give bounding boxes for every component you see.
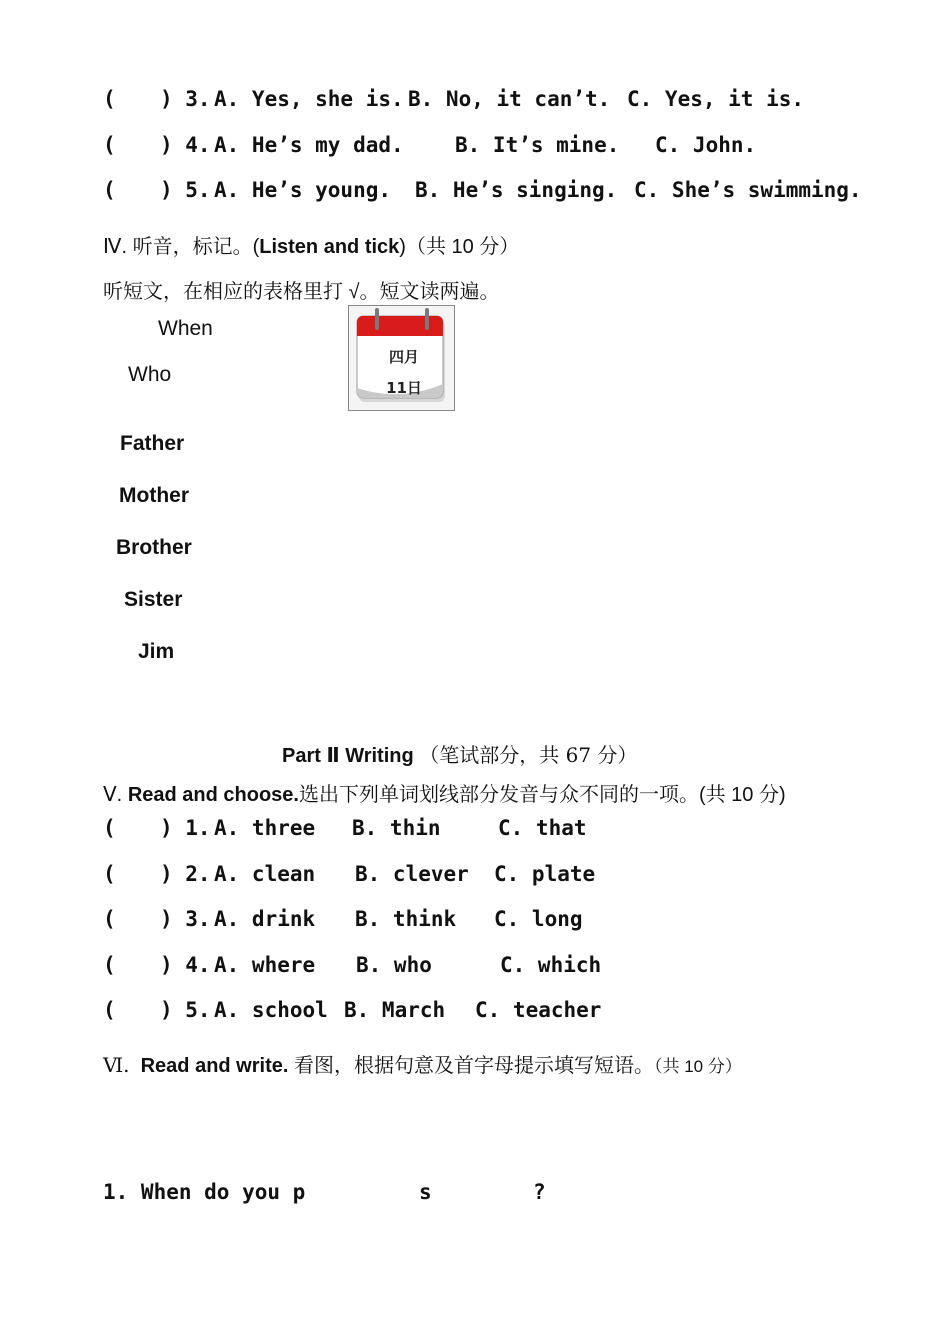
section-title-cn: 看图，根据句意及首字母提示填写短语。 bbox=[293, 1055, 654, 1077]
calendar-icon bbox=[349, 306, 454, 410]
question-text: 1. When do you p bbox=[103, 1180, 306, 1204]
option-b: B. March bbox=[344, 998, 446, 1022]
section-6-heading bbox=[103, 1049, 742, 1078]
question-hint: s bbox=[419, 1180, 432, 1204]
option-c: C. Yes, it is. bbox=[627, 87, 805, 111]
section-5-heading bbox=[103, 778, 786, 807]
part-note: （笔试部分，共 67 分） bbox=[419, 743, 638, 767]
section-title-en: Listen and tick bbox=[259, 236, 400, 258]
section-numeral: Ⅴ. bbox=[103, 784, 123, 806]
option-a: A. where bbox=[214, 953, 316, 977]
option-c: C. which bbox=[500, 953, 602, 977]
answer-paren-open: ( bbox=[103, 133, 116, 157]
option-b: B. clever bbox=[355, 862, 469, 886]
person-father: Father bbox=[120, 432, 185, 455]
answer-paren-open: ( bbox=[103, 907, 116, 931]
person-mother: Mother bbox=[119, 484, 189, 507]
section-numeral: Ⅵ. bbox=[103, 1053, 130, 1077]
answer-paren-open: ( bbox=[103, 862, 116, 886]
calendar-image bbox=[348, 305, 455, 411]
option-c: C. long bbox=[494, 907, 583, 931]
option-a: A. clean bbox=[214, 862, 316, 886]
calendar-month: 四月 bbox=[388, 348, 420, 366]
when-label: When bbox=[158, 317, 213, 340]
option-a: A. three bbox=[214, 816, 316, 840]
option-c: C. She’s swimming. bbox=[634, 178, 862, 202]
section-numeral: Ⅳ. bbox=[103, 236, 128, 258]
option-a: A. drink bbox=[214, 907, 316, 931]
item-number: ) 4. bbox=[160, 953, 211, 977]
section-4-heading bbox=[103, 230, 519, 259]
option-a: A. school bbox=[214, 998, 328, 1022]
answer-paren-open: ( bbox=[103, 816, 116, 840]
option-a: A. Yes, she is. bbox=[214, 87, 404, 111]
option-b: B. It’s mine. bbox=[455, 133, 620, 157]
option-b: B. He’s singing. bbox=[415, 178, 618, 202]
option-c: C. that bbox=[498, 816, 587, 840]
answer-paren-open: ( bbox=[103, 178, 116, 202]
item-number: ) 3. bbox=[160, 907, 211, 931]
item-number: ) 3. bbox=[160, 87, 211, 111]
option-a: A. He’s my dad. bbox=[214, 133, 404, 157]
option-b: B. think bbox=[355, 907, 457, 931]
section-score: )（共 10 分） bbox=[399, 236, 520, 258]
item-number: ) 5. bbox=[160, 998, 211, 1022]
option-c: C. John. bbox=[655, 133, 757, 157]
option-b: B. who bbox=[356, 953, 432, 977]
option-b: B. thin bbox=[352, 816, 441, 840]
item-number: ) 4. bbox=[160, 133, 211, 157]
person-sister: Sister bbox=[124, 588, 183, 611]
answer-paren-open: ( bbox=[103, 998, 116, 1022]
section-title-en: Read and write. bbox=[140, 1055, 289, 1077]
option-c: C. teacher bbox=[475, 998, 602, 1022]
section-title-cn: 选出下列单词划线部分发音与众不同的一项。(共 10 分) bbox=[298, 784, 786, 806]
part-2-heading bbox=[282, 739, 637, 768]
part-label: Part Ⅱ Writing bbox=[282, 745, 414, 767]
answer-paren-open: ( bbox=[103, 87, 116, 111]
section-4-instruction: 听短文，在相应的表格里打 √。短文读两遍。 bbox=[103, 281, 500, 303]
person-jim: Jim bbox=[138, 640, 175, 663]
section-title-en: Read and choose. bbox=[127, 784, 299, 806]
option-b: B. No, it can’t. bbox=[408, 87, 611, 111]
item-number: ) 5. bbox=[160, 178, 211, 202]
who-label: Who bbox=[128, 363, 172, 386]
option-c: C. plate bbox=[494, 862, 596, 886]
calendar-day: 11日 bbox=[386, 379, 422, 397]
question-mark: ? bbox=[533, 1180, 546, 1204]
item-number: ) 1. bbox=[160, 816, 211, 840]
item-number: ) 2. bbox=[160, 862, 211, 886]
option-a: A. He’s young. bbox=[214, 178, 392, 202]
person-brother: Brother bbox=[116, 536, 192, 559]
section-title-cn: 听音，标记。( bbox=[132, 236, 260, 258]
section-score: （共 10 分） bbox=[653, 1057, 742, 1076]
answer-paren-open: ( bbox=[103, 953, 116, 977]
